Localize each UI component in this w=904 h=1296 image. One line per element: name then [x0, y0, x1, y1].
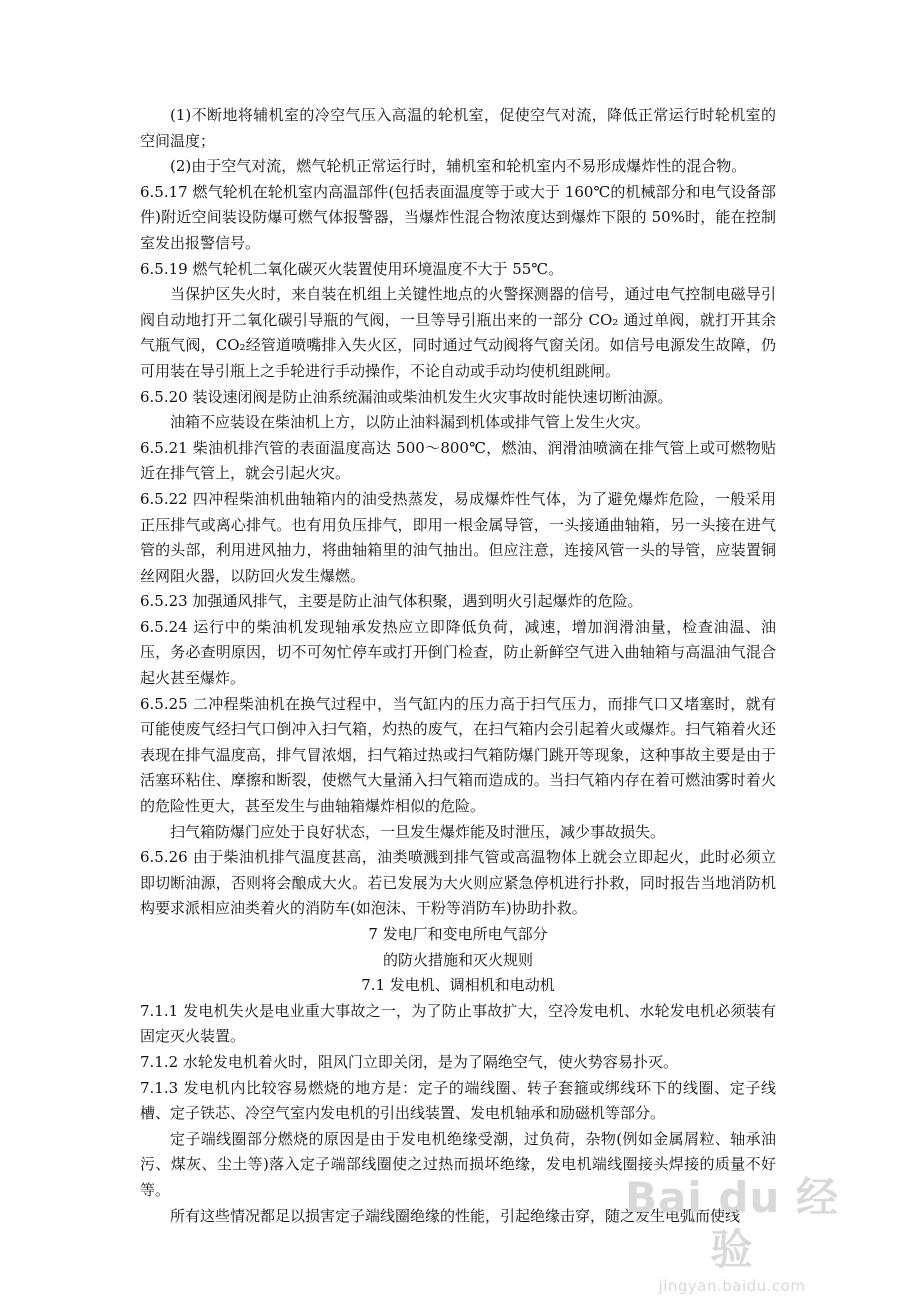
clause-6-5-17: 6.5.17 燃气轮机在轮机室内高温部件(包括表面温度等于或大于 160℃的机械部分和电气设备部件)附近空间装设防爆可燃气体报警器，当爆炸性混合物浓度达到爆炸下限的 50%时，能在控制室发出报警信号。 — [140, 182, 776, 252]
clause-6-5-26: 6.5.26 由于柴油机排气温度甚高，油类喷溅到排气管或高温物体上就会立即起火，此时必须立即切断油源，否则将会酿成大火。若已发展为大火则应紧急停机进行扑救，同时报告当地消防机构要求派相应油类着火的消防车(如泡沫、干粉等消防车)协助扑救。 — [140, 848, 776, 918]
clause-6-5-24: 6.5.24 运行中的柴油机发现轴承发热应立即降低负荷，减速，增加润滑油量，检查油温、油压，务必查明原因，切不可匆忙停车或打开倒门检查，防止新鲜空气进入曲轴箱与高温油气混合起火甚至爆炸。 — [140, 617, 776, 688]
watermark-url: jingyan.baidu.com — [658, 1277, 806, 1295]
clause-7-1-3: 7.1.3 发电机内比较容易燃烧的地方是：定子的端线圈、转子套箍或绑线环下的线圈、定子线槽、定子铁芯、冷空气室内发电机的引出线装置、发电机轴承和励磁机等部分。 — [140, 1078, 776, 1123]
section-heading: 7.1 发电机、调相机和电动机 — [361, 976, 555, 995]
clause-6-5-20: 6.5.20 装设速闭阀是防止油系统漏油或柴油机发生火灾事故时能快速切断油源。 — [140, 387, 673, 406]
paragraph: 当保护区失火时，来自装在机组上关键性地点的火警探测器的信号，通过电气控制电磁导引阀自动地打开二氧化碳引导瓶的气阀，一旦等导引瓶出来的一部分 CO₂ 通过单阀，就打开其余气瓶气阀，CO₂经管道喷嘴排入失火区，同时通过气动阀将气窗关闭。如信号电源发生故障，仍可用装在导引瓶上之手轮进行手动操作，不论自动或手动均使机组跳闸。 — [140, 285, 776, 380]
watermark-logo: Bai du 经验 — [625, 1173, 839, 1274]
document-page — [140, 103, 776, 1229]
paragraph: 油箱不应装设在柴油机上方，以防止油料漏到机体或排气管上发生火灾。 — [170, 413, 651, 432]
clause-7-1-1: 7.1.1 发电机失火是电业重大事故之一，为了防止事故扩大，空冷发电机、水轮发电机必须装有固定灭火装置。 — [140, 1001, 776, 1046]
paragraph: (2)由于空气对流，燃气轮机正常运行时，辅机室和轮机室内不易形成爆炸性的混合物。 — [170, 157, 747, 176]
clause-6-5-25: 6.5.25 二冲程柴油机在换气过程中，当气缸内的压力高于扫气压力，而排气口又堵塞时，就有可能使废气经扫气口倒冲入扫气箱，灼热的废气，在扫气箱内会引起着火或爆炸。扫气箱着火还表现在排气温度高，排气冒浓烟，扫气箱过热或扫气箱防爆门跳开等现象，这种事故主要是由于活塞环粘住、摩擦和断裂，使燃气大量涌入扫气箱而造成的。当扫气箱内存在着可燃油雾时着火的危险性更大，甚至发生与曲轴箱爆炸相似的危险。 — [140, 694, 776, 816]
paragraph: 所有这些情况都足以损害定子端线圈绝缘的性能，引起绝缘击穿，随之发生电弧而使线 — [170, 1206, 741, 1225]
chapter-heading-line2: 的防火措施和灭火规则 — [382, 950, 533, 969]
paragraph: 定子端线圈部分燃烧的原因是由于发电机绝缘受潮，过负荷，杂物(例如金属屑粒、轴承油污、煤灰、尘土等)落入定子端部线圈使之过热而损坏绝缘，发电机端线圈接头焊接的质量不好等。 — [140, 1129, 776, 1199]
clause-7-1-2: 7.1.2 水轮发电机着火时，阻风门立即关闭，是为了隔绝空气，使火势容易扑灭。 — [140, 1052, 678, 1071]
clause-6-5-23: 6.5.23 加强通风排气，主要是防止油气体积聚，遇到明火引起爆炸的危险。 — [140, 592, 643, 611]
chapter-heading: 7 发电厂和变电所电气部分 — [368, 925, 548, 943]
paragraph: 扫气箱防爆门应处于良好状态，一旦发生爆炸能及时泄压，减少事故损失。 — [170, 822, 666, 841]
clause-6-5-19: 6.5.19 燃气轮机二氧化碳灭火装置使用环境温度不大于 55℃。 — [140, 259, 564, 278]
baidu-jingyan-watermark — [612, 1172, 852, 1295]
clause-6-5-22: 6.5.22 四冲程柴油机曲轴箱内的油受热蒸发，易成爆炸性气体，为了避免爆炸危险，一般采用正压排气或离心排气。也有用负压排气，即用一根金属导管，一头接通曲轴箱，另一头接在进气管的头部，利用进风抽力，将曲轴箱里的油气抽出。但应注意，连接风管一头的导管，应装置铜丝网阻火器，以防回火发生爆燃。 — [140, 489, 776, 585]
paragraph: (1)不断地将辅机室的冷空气压入高温的轮机室，促使空气对流，降低正常运行时轮机室的空间温度； — [140, 106, 776, 150]
clause-6-5-21: 6.5.21 柴油机排汽管的表面温度高达 500～800℃，燃油、润滑油喷滴在排气管上或可燃物贴近在排气管上，就会引起火灾。 — [140, 438, 776, 483]
